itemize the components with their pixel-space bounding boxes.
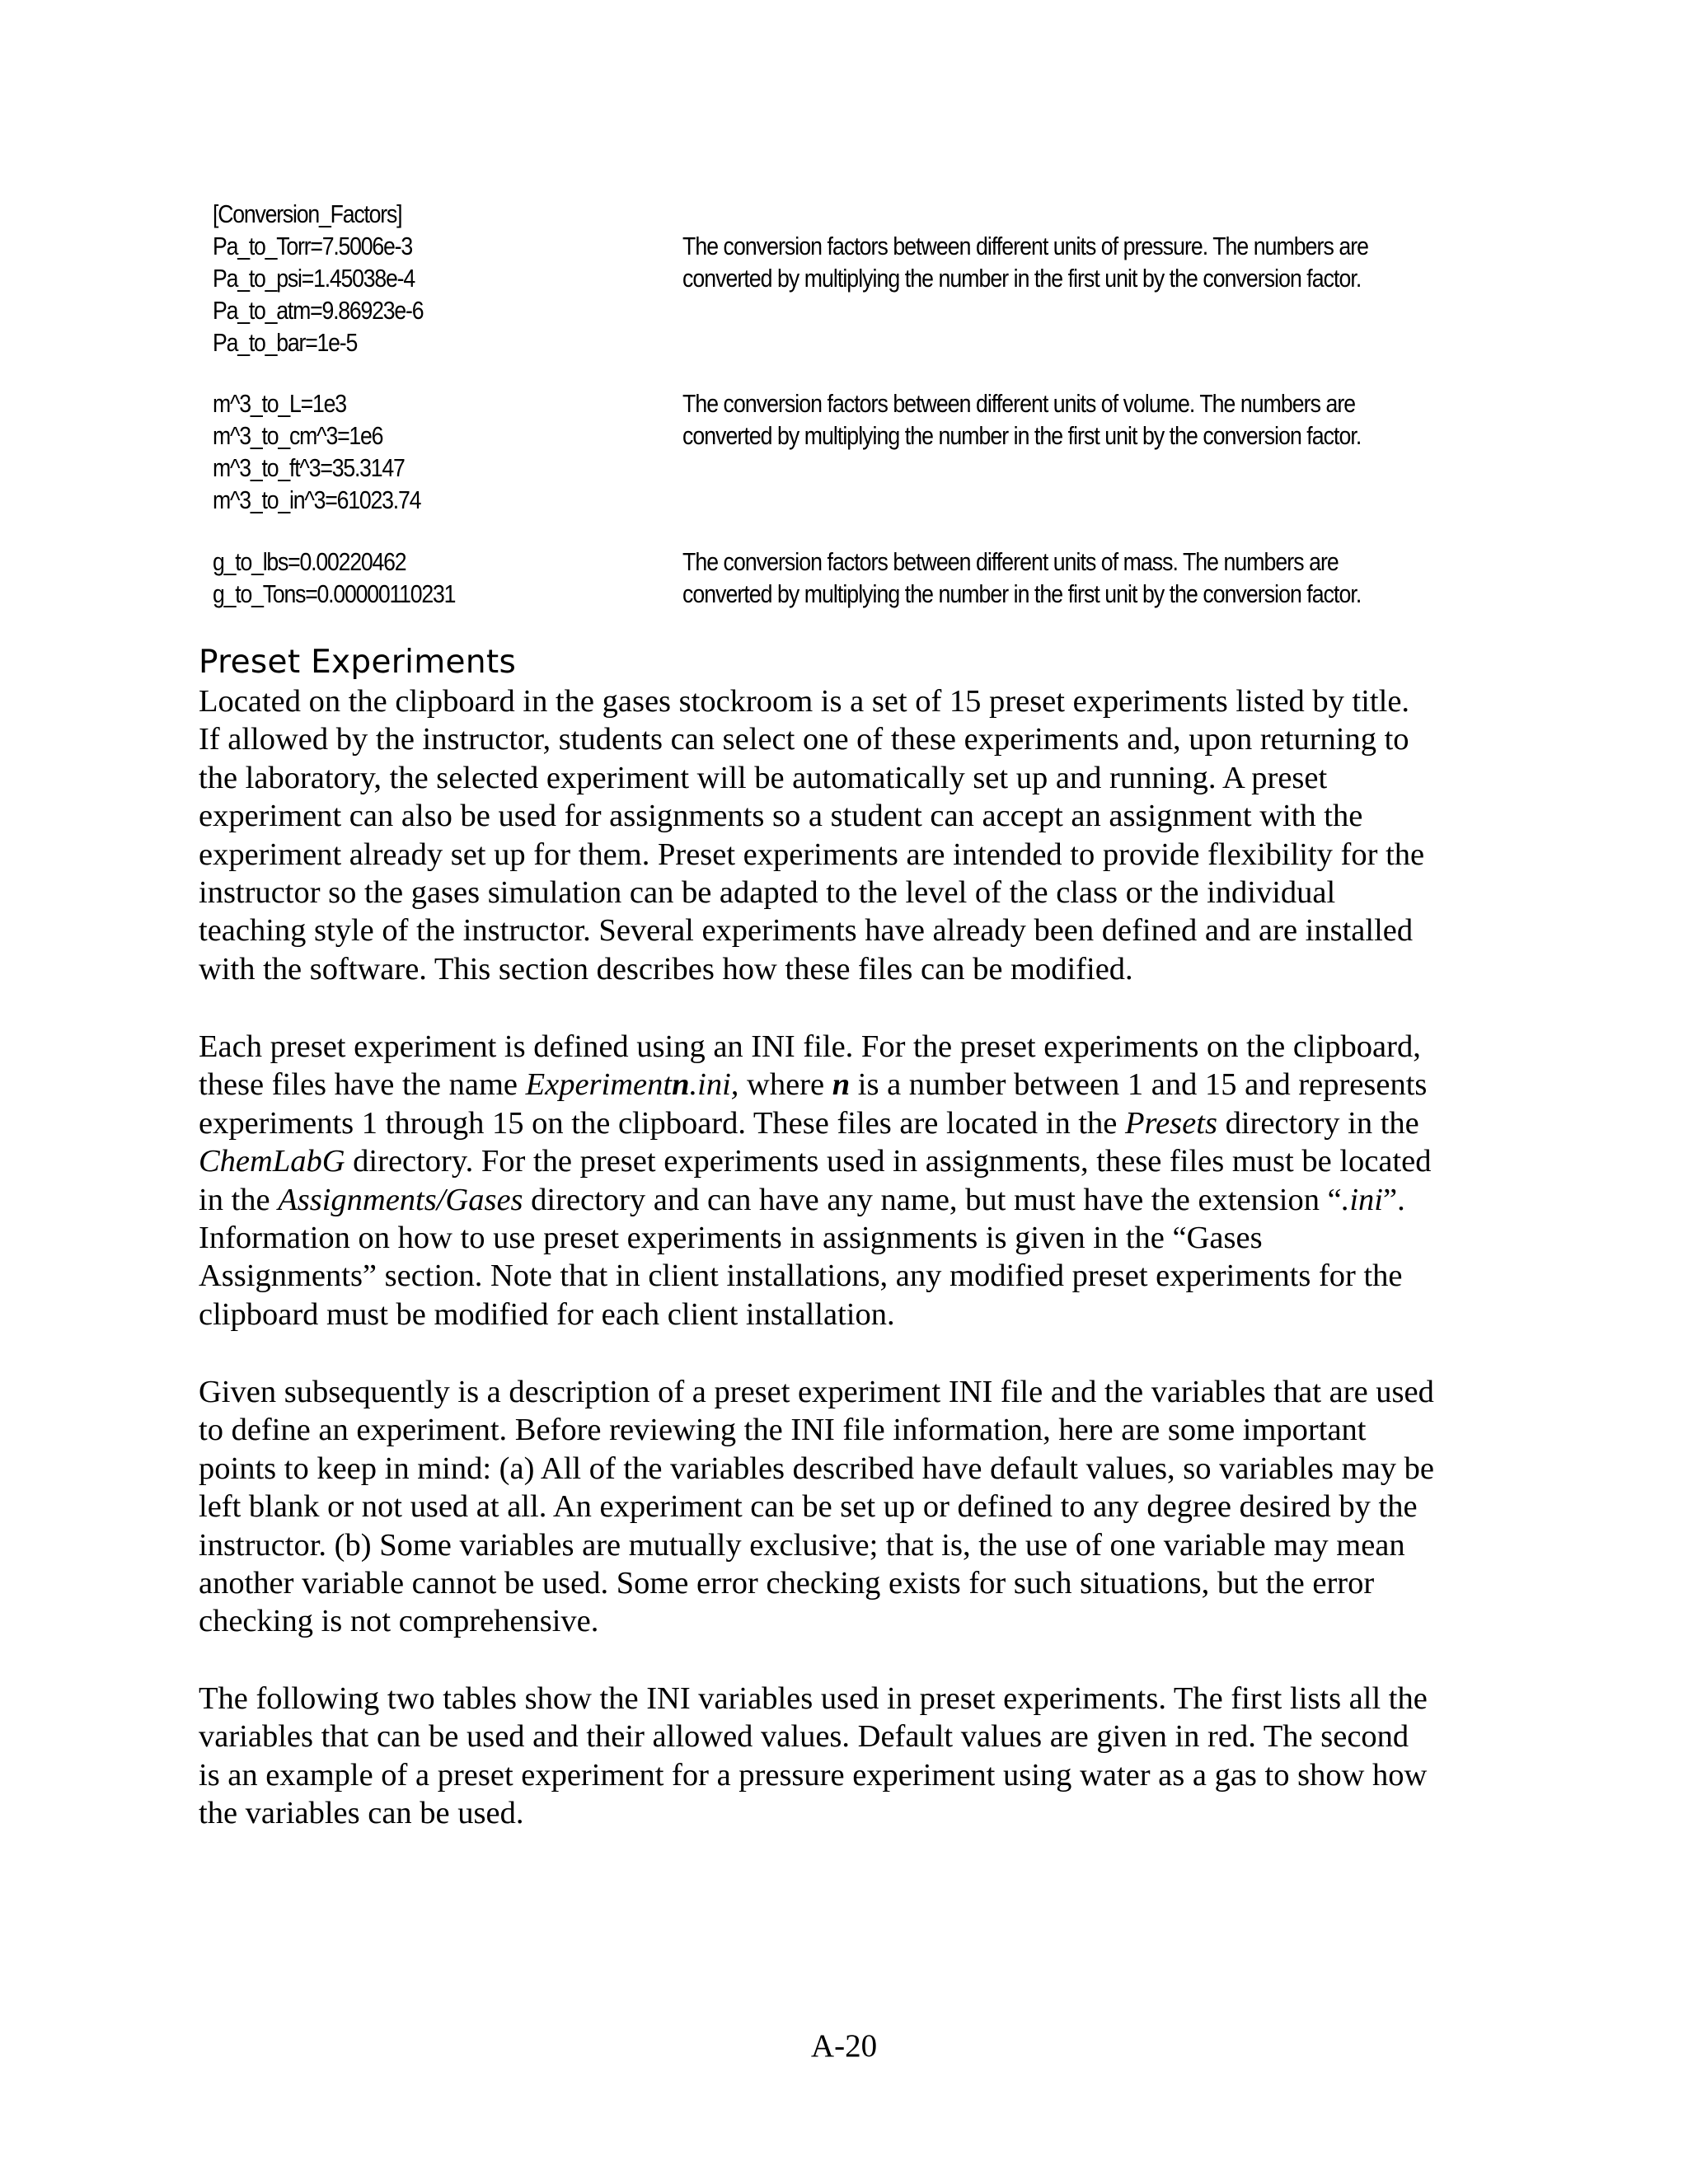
directory-name: Assignments/Gases <box>278 1182 523 1217</box>
page-number: A-20 <box>810 2028 878 2064</box>
text-line: Information on how to use preset experiments in assignments is given in the “Gases <box>199 1221 1263 1256</box>
file-name <box>526 1067 739 1102</box>
paragraph-intro <box>199 682 1517 988</box>
ini-description-line: The conversion factors between different units of volume. The numbers are <box>682 389 1356 418</box>
ini-keys-mass <box>213 546 610 610</box>
text-line: variables that can be used and their allowed values. Default values are given in red. The second <box>199 1719 1409 1755</box>
ini-key: Pa_to_atm=9.86923e-6 <box>213 296 424 325</box>
ini-key: m^3_to_cm^3=1e6 <box>213 421 383 450</box>
text-line <box>199 1104 1517 1142</box>
text-line: instructor. (b) Some variables are mutually exclusive; that is, the use of one variable may mean <box>199 1527 1405 1563</box>
ini-description-pressure <box>682 230 1462 294</box>
paragraph-ini-files <box>199 1028 1517 1333</box>
variable-n: n <box>672 1067 690 1103</box>
text-line: experiment already set up for them. Preset experiments are intended to provide flexibility for the <box>199 837 1425 872</box>
ini-keys-pressure <box>213 198 610 359</box>
text-line: points to keep in mind: (a) All of the variables described have default values, so variables may be <box>199 1451 1434 1486</box>
ini-description-line: The conversion factors between different units of pressure. The numbers are <box>682 232 1369 260</box>
text-line: Each preset experiment is defined using an INI file. For the preset experiments on the clipboard, <box>199 1029 1421 1064</box>
text-run: Experiment <box>525 1067 673 1103</box>
paragraph-ini-description <box>199 1373 1517 1641</box>
ini-description-volume <box>682 387 1462 452</box>
text-line: instructor so the gases simulation can be adapted to the level of the class or the individual <box>199 875 1336 911</box>
text-line: with the software. This section describes how these files can be modified. <box>199 951 1133 987</box>
ini-key: m^3_to_ft^3=35.3147 <box>213 453 405 482</box>
text-line: another variable cannot be used. Some error checking exists for such situations, but the error <box>199 1566 1375 1601</box>
ini-description-line: converted by multiplying the number in the first unit by the conversion factor. <box>682 579 1362 608</box>
ini-key: Pa_to_Torr=7.5006e-3 <box>213 232 412 260</box>
ini-description-line: converted by multiplying the number in the first unit by the conversion factor. <box>682 421 1362 450</box>
ini-key: Pa_to_psi=1.45038e-4 <box>213 264 415 293</box>
text-line: If allowed by the instructor, students can select one of these experiments and, upon returning to <box>199 722 1409 757</box>
text-line: to define an experiment. Before reviewing the INI file information, here are some important <box>199 1413 1367 1448</box>
text-line: left blank or not used at all. An experiment can be set up or defined to any degree desired by the <box>199 1489 1418 1525</box>
text-run: these files have the name <box>199 1067 526 1103</box>
ini-keys-volume <box>213 387 610 516</box>
text-line: the variables can be used. <box>199 1796 524 1831</box>
text-line: Given subsequently is a description of a preset experiment INI file and the variables that are used <box>199 1375 1434 1409</box>
section-heading: Preset Experiments <box>199 644 517 681</box>
ini-key: m^3_to_L=1e3 <box>213 389 346 418</box>
text-line <box>199 1066 1517 1104</box>
text-line: Located on the clipboard in the gases stockroom is a set of 15 preset experiments listed by title. <box>199 684 1410 719</box>
text-run: in the <box>199 1182 279 1217</box>
text-run: experiments 1 through 15 on the clipboard. These files are located in the <box>199 1105 1126 1141</box>
text-run: .ini, <box>689 1067 739 1103</box>
paragraph-tables <box>199 1680 1517 1833</box>
text-line: is an example of a preset experiment for a pressure experiment using water as a gas to show how <box>199 1757 1428 1793</box>
text-line <box>199 1142 1517 1180</box>
text-line: checking is not comprehensive. <box>199 1604 599 1639</box>
text-line: teaching style of the instructor. Several experiments have already been defined and are installed <box>199 913 1414 949</box>
ini-key: m^3_to_in^3=61023.74 <box>213 485 421 514</box>
text-run: directory. For the preset experiments used in assignments, these files must be located <box>345 1144 1432 1179</box>
text-line: Assignments” section. Note that in client installations, any modified preset experiments for the <box>199 1258 1403 1294</box>
text-line: experiment can also be used for assignments so a student can accept an assignment with the <box>199 799 1363 834</box>
directory-name: ChemLabG <box>199 1144 345 1179</box>
text-line: clipboard must be modified for each client installation. <box>199 1296 895 1332</box>
variable-n: n <box>832 1067 851 1103</box>
text-line: The following two tables show the INI variables used in preset experiments. The first lists all the <box>199 1681 1428 1716</box>
ini-key: Pa_to_bar=1e-5 <box>213 328 358 357</box>
ini-description-line: converted by multiplying the number in the first unit by the conversion factor. <box>682 264 1362 293</box>
text-run: ”. <box>1383 1182 1405 1217</box>
directory-name: Presets <box>1125 1105 1217 1141</box>
text-run: directory in the <box>1217 1105 1419 1141</box>
ini-key: g_to_Tons=0.00000110231 <box>213 579 456 608</box>
ini-description-mass <box>682 546 1462 610</box>
ini-description-line: The conversion factors between different units of mass. The numbers are <box>682 547 1339 576</box>
text-run: directory and can have any name, but must have the extension “ <box>523 1182 1342 1217</box>
text-line: the laboratory, the selected experiment will be automatically set up and running. A preset <box>199 760 1328 795</box>
ini-section-header: [Conversion_Factors] <box>213 199 402 228</box>
text-line <box>199 1181 1517 1219</box>
file-extension: .ini <box>1341 1182 1383 1217</box>
ini-key: g_to_lbs=0.00220462 <box>213 547 406 576</box>
text-run: where <box>738 1067 832 1103</box>
text-run: is a number between 1 and 15 and represents <box>850 1067 1428 1103</box>
